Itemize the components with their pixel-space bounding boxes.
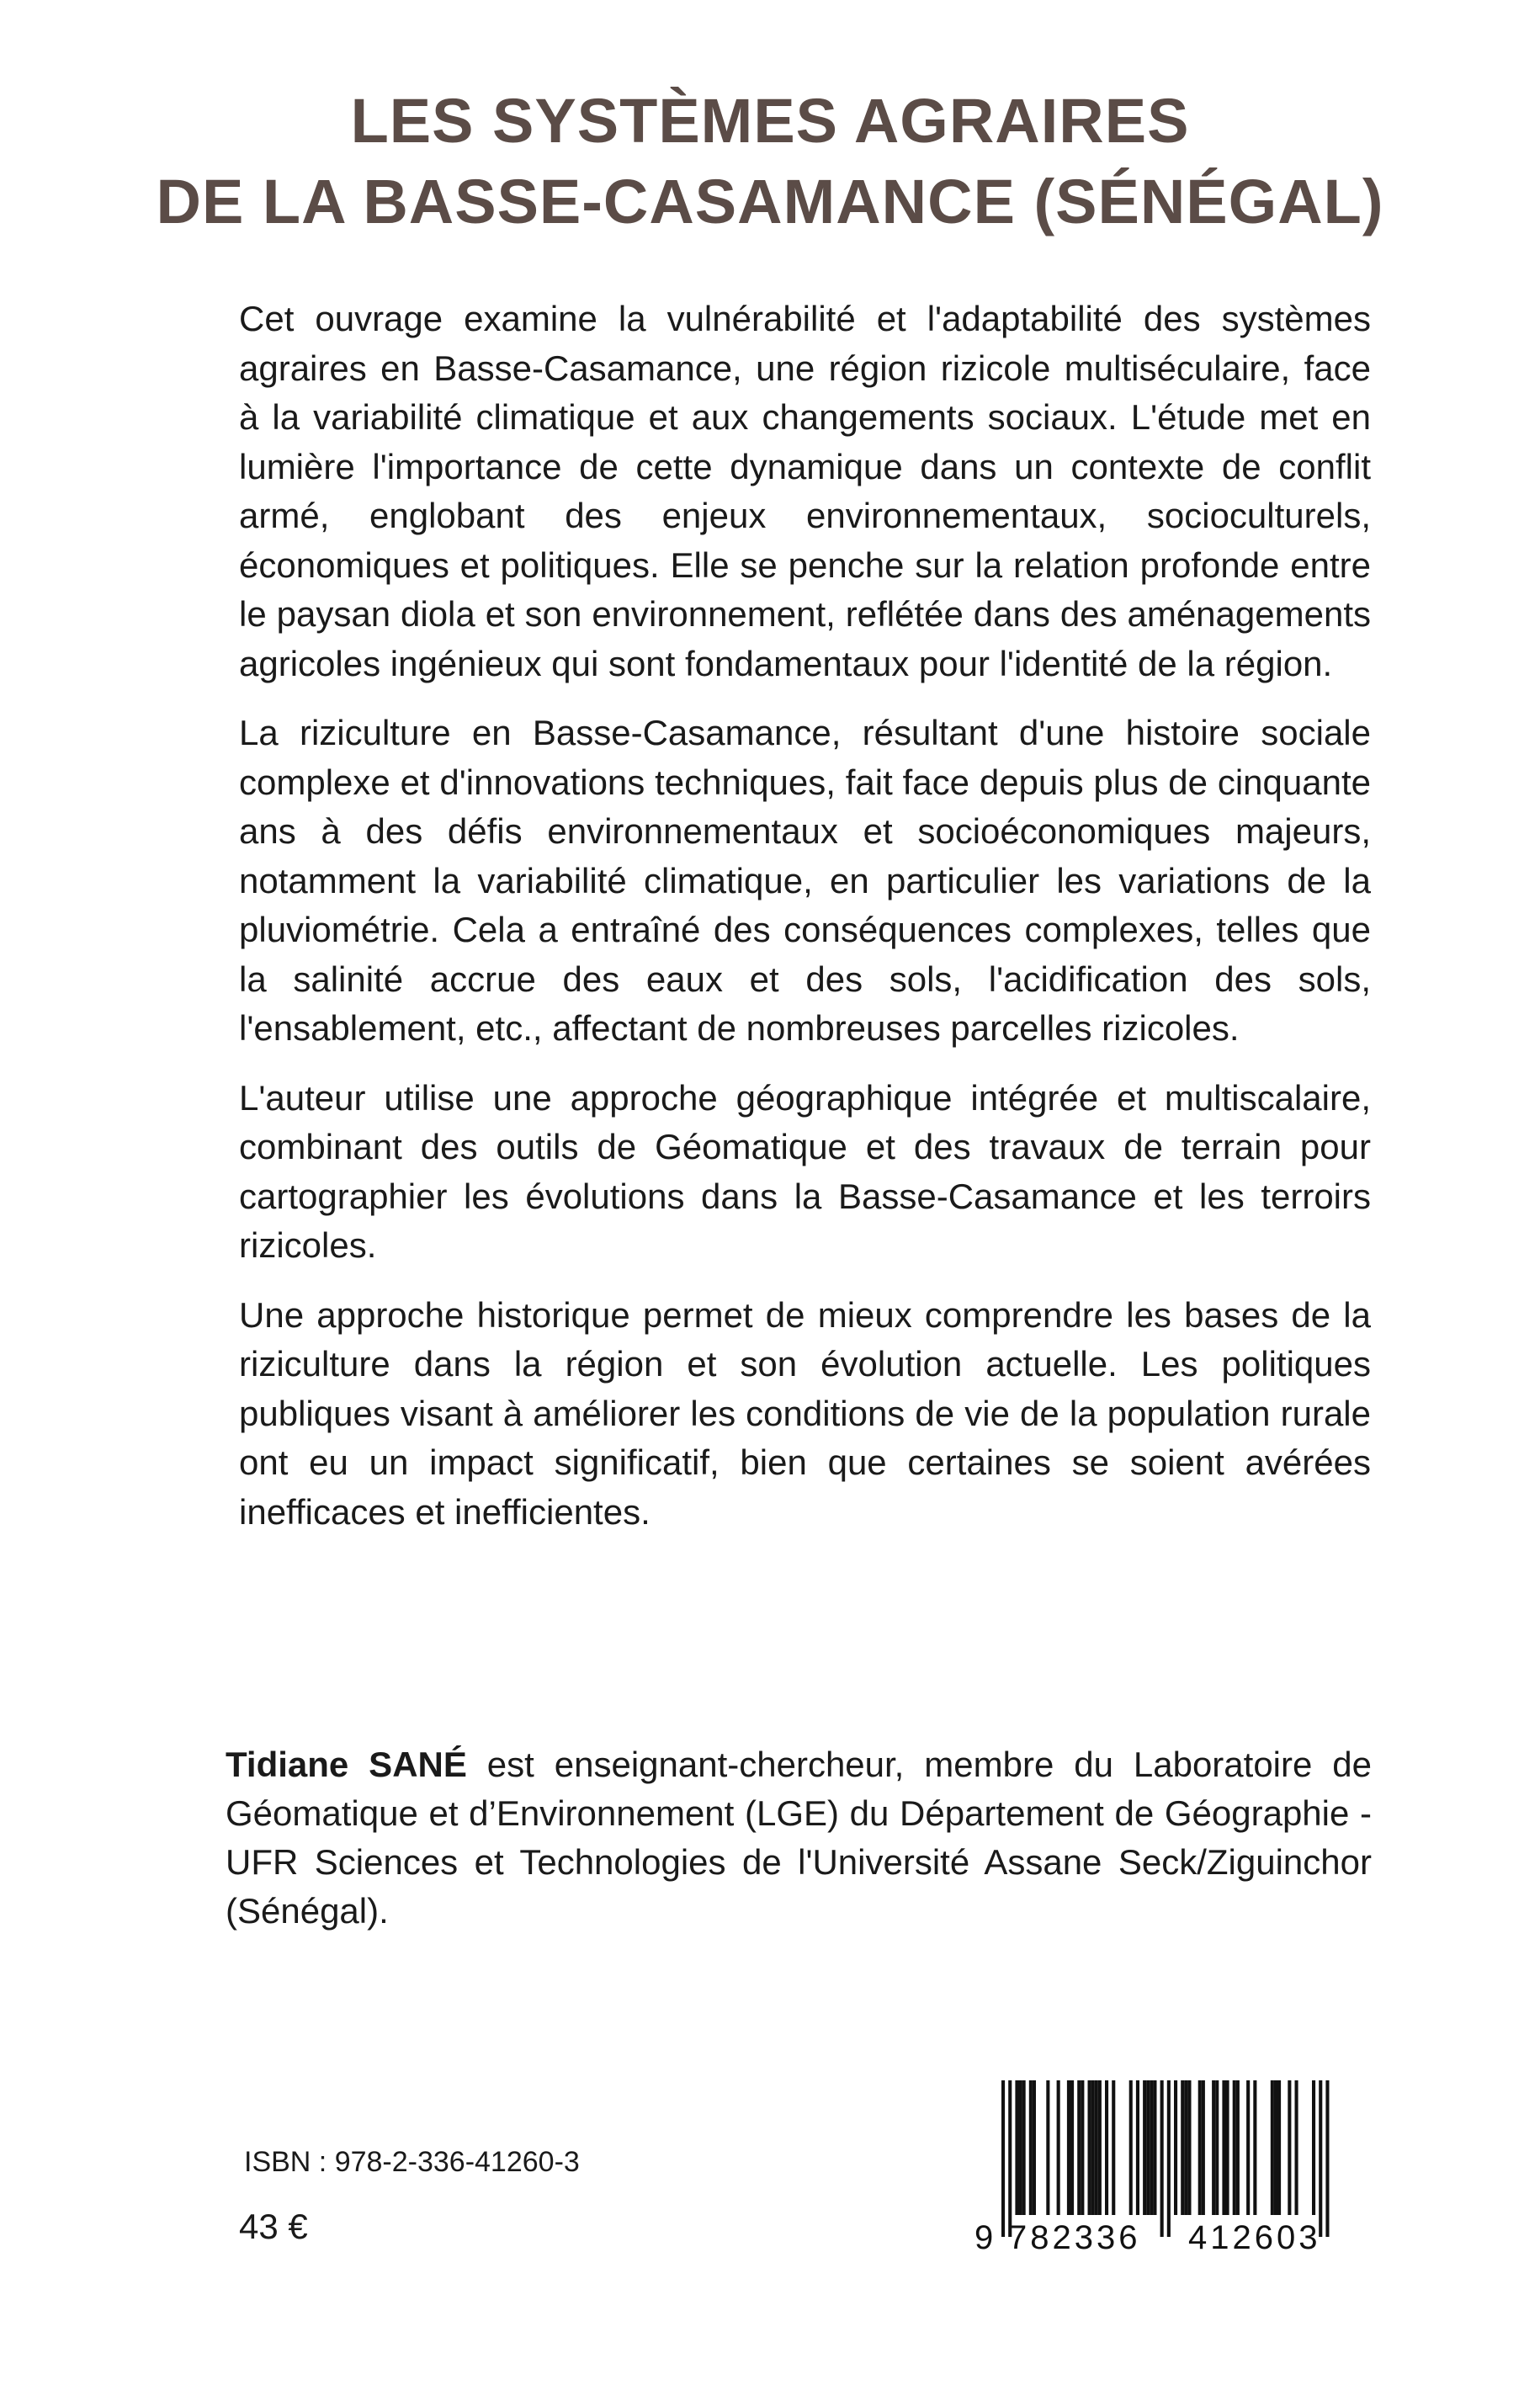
description — [239, 295, 1371, 1557]
barcode-bar — [1136, 2080, 1139, 2215]
barcode-bar — [1077, 2080, 1081, 2215]
description-paragraph-1: Cet ouvrage examine la vulnérabilité et l'adaptabilité des systèmes agraires en Basse-Casamance, une région rizicole multiséculaire, face à la variabilité climatique et aux changements sociaux. L'étude met en lumière l'importance de cette dynamique dans un contexte de conflit armé, englobant des enjeux environnementaux, socioculturels, économiques et politiques. Elle se penche sur la relation profonde entre le paysan diola et son environnement, reflétée dans des aménagements agricoles ingénieux qui sont fondamentaux pour l'identité de la région. — [239, 299, 1371, 683]
barcode-bars — [1001, 2080, 1330, 2237]
barcode-bar — [1319, 2080, 1322, 2237]
barcode-bar — [1167, 2080, 1171, 2237]
barcode-bar — [1129, 2080, 1133, 2215]
barcode-first-digit: 9 — [974, 2219, 994, 2254]
barcode-bar — [1277, 2080, 1281, 2215]
barcode-bar — [1198, 2080, 1202, 2215]
barcode-bar — [1095, 2080, 1098, 2215]
barcode-bar — [1022, 2080, 1026, 2215]
book-title-line-1: LES SYSTÈMES AGRAIRES — [350, 86, 1190, 156]
barcode-bar — [1033, 2080, 1036, 2215]
author-bio — [226, 1740, 1372, 1936]
barcode-bar — [1160, 2080, 1164, 2237]
barcode-bar — [1098, 2080, 1102, 2215]
barcode-bar — [1184, 2080, 1187, 2215]
barcode-bar — [1202, 2080, 1205, 2215]
book-title-line-2: DE LA BASSE-CASAMANCE (SÉNÉGAL) — [156, 167, 1384, 236]
author-bio-text: est enseignant-chercheur, membre du Laboratoire de Géomatique et d’Environnement (LGE) du Département de Géographie - UFR Sciences et Technologies de l'Université Assane Seck/Ziguinchor (Sénégal). — [226, 1745, 1372, 1931]
isbn: ISBN : 978-2-336-41260-3 — [244, 2146, 580, 2178]
barcode-bar — [1029, 2080, 1033, 2215]
barcode-bar — [1046, 2080, 1049, 2215]
barcode-bar — [1181, 2080, 1184, 2215]
barcode-bar — [1271, 2080, 1274, 2215]
barcode-bar — [1312, 2080, 1315, 2215]
barcode-bar — [1091, 2080, 1095, 2215]
barcode-bar — [1212, 2080, 1215, 2215]
barcode-bar — [1236, 2080, 1240, 2215]
barcode — [968, 2080, 1363, 2254]
barcode-bar — [1057, 2080, 1060, 2215]
barcode-bar — [1067, 2080, 1070, 2215]
description-paragraph-3: L'auteur utilise une approche géographique intégrée et multiscalaire, combinant des outils de Géomatique et des travaux de terrain pour cartographier les évolutions dans la Basse-Casamance et les terroirs rizicoles. — [239, 1077, 1371, 1265]
barcode-bar — [1226, 2080, 1229, 2215]
barcode-bar — [1150, 2080, 1153, 2215]
barcode-bar — [1088, 2080, 1091, 2215]
barcode-bar — [1008, 2080, 1012, 2237]
barcode-bar — [1015, 2080, 1018, 2215]
description-paragraph-4: Une approche historique permet de mieux comprendre les bases de la riziculture dans la région et son évolution actuelle. Les politiques publiques visant à améliorer les conditions de vie de la population rurale ont eu un impact significatif, bien que certaines se soient avérées inefficaces et inefficientes. — [239, 1294, 1371, 1532]
book-title — [0, 81, 1540, 242]
barcode-bar — [1253, 2080, 1256, 2215]
barcode-bar — [1143, 2080, 1146, 2215]
barcode-bar — [1081, 2080, 1084, 2215]
price: 43 € — [239, 2207, 308, 2246]
barcode-bar — [1105, 2080, 1108, 2215]
author-name: Tidiane SANÉ — [226, 1745, 467, 1784]
barcode-right-digits: 412603 — [1188, 2219, 1321, 2254]
barcode-bar — [1153, 2080, 1156, 2215]
barcode-bar — [1001, 2080, 1005, 2237]
barcode-bar — [1187, 2080, 1191, 2215]
barcode-bar — [1246, 2080, 1250, 2215]
barcode-bar — [1288, 2080, 1291, 2215]
barcode-bar — [1146, 2080, 1150, 2215]
barcode-bar — [1112, 2080, 1115, 2215]
barcode-bar — [1233, 2080, 1236, 2215]
barcode-left-digits: 782336 — [1008, 2219, 1141, 2254]
barcode-bar — [1174, 2080, 1177, 2215]
barcode-bar — [1295, 2080, 1298, 2215]
barcode-bar — [1070, 2080, 1074, 2215]
barcode-bar — [1222, 2080, 1225, 2215]
barcode-bar — [1325, 2080, 1329, 2237]
barcode-bar — [1215, 2080, 1219, 2215]
barcode-bar — [1019, 2080, 1022, 2215]
description-paragraph-2: La riziculture en Basse-Casamance, résultant d'une histoire sociale complexe et d'innovations techniques, fait face depuis plus de cinquante ans à des défis environnementaux et socioéconomiques majeurs, notamment la variabilité climatique, en particulier les variations de la pluviométrie. Cela a entraîné des conséquences complexes, telles que la salinité accrue des eaux et des sols, l'acidification des sols, l'ensablement, etc., affectant de nombreuses parcelles rizicoles. — [239, 713, 1371, 1048]
barcode-bar — [1274, 2080, 1277, 2215]
